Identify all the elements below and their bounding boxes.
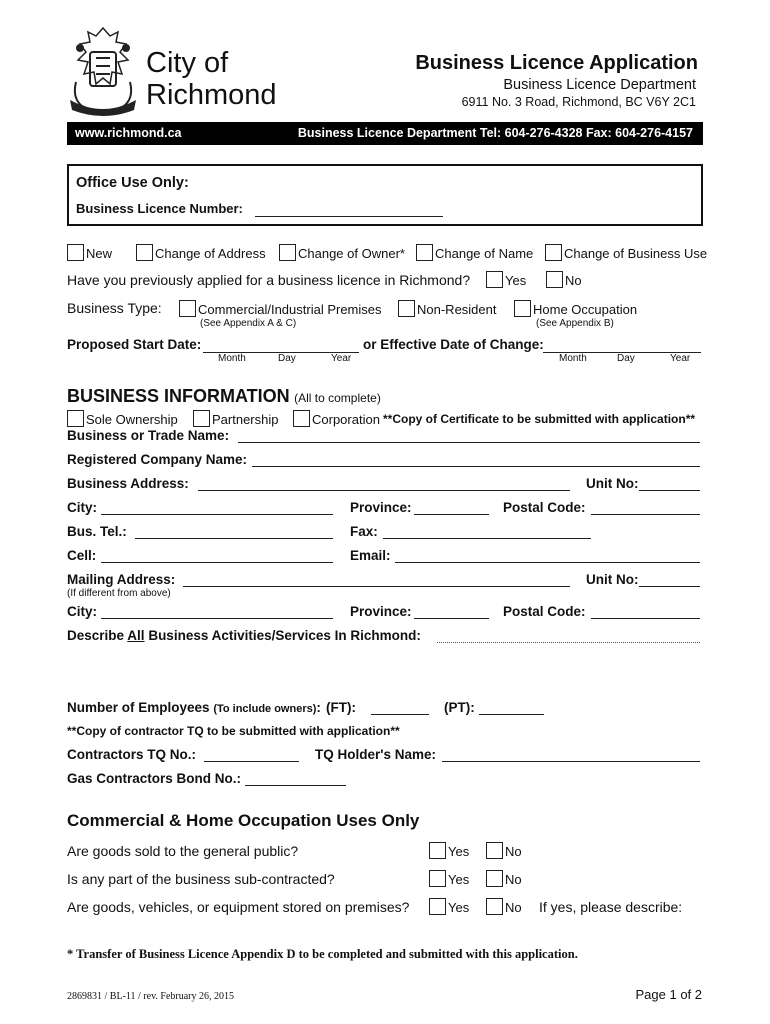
tq-holder-label: TQ Holder's Name:	[315, 747, 436, 762]
option-label: Partnership	[212, 412, 279, 427]
gas-bond-field[interactable]	[245, 785, 346, 786]
email-label: Email:	[350, 548, 391, 563]
checkbox[interactable]	[136, 244, 153, 261]
option-label: Change of Owner*	[298, 246, 405, 261]
sub-contracted-no[interactable]	[486, 870, 522, 887]
licence-number-field[interactable]	[255, 216, 443, 217]
employees-colon: :	[316, 700, 321, 715]
question-goods-sold: Are goods sold to the general public?	[67, 843, 299, 859]
province-field[interactable]	[414, 514, 489, 515]
describe-prefix: Describe	[67, 628, 128, 643]
checkbox[interactable]	[486, 842, 503, 859]
option-label: No	[565, 273, 582, 288]
ownership-partnership[interactable]	[193, 410, 278, 427]
transfer-note: * Transfer of Business Licence Appendix D to be completed and submitted with this application.	[67, 947, 578, 961]
fax-field[interactable]	[383, 538, 591, 539]
option-change-address[interactable]	[136, 244, 266, 261]
employees-text: Number of Employees	[67, 700, 210, 715]
option-new[interactable]	[67, 244, 112, 261]
email-field[interactable]	[395, 562, 700, 563]
option-label: Change of Business Use	[564, 246, 708, 261]
option-label: Yes	[448, 844, 470, 859]
option-change-business-use[interactable]	[545, 244, 707, 261]
postal-code-field[interactable]	[591, 514, 700, 515]
gas-bond-label: Gas Contractors Bond No.:	[67, 771, 242, 786]
effective-date-label: or Effective Date of Change:	[363, 337, 544, 352]
option-label: Home Occupation	[533, 302, 638, 317]
form-code: 2869831 / BL-11 / rev. February 26, 2015	[67, 991, 235, 1002]
city-label: City:	[67, 500, 97, 515]
question-sub-contracted: Is any part of the business sub-contracted?	[67, 871, 335, 887]
mailing-address-label: Mailing Address:	[67, 572, 176, 587]
option-label: Yes	[448, 872, 470, 887]
checkbox[interactable]	[429, 898, 446, 915]
tq-no-field[interactable]	[204, 761, 299, 762]
heading-text: BUSINESS INFORMATION	[67, 386, 290, 406]
tq-note: **Copy of contractor TQ to be submitted with application**	[67, 724, 400, 738]
licence-number-label: Business Licence Number:	[76, 201, 243, 216]
business-address-label: Business Address:	[67, 476, 189, 491]
stored-describe-label: If yes, please describe:	[539, 899, 683, 915]
tq-no-label: Contractors TQ No.:	[67, 747, 197, 762]
goods-sold-yes[interactable]	[429, 842, 469, 859]
mailing-province-label: Province:	[350, 604, 412, 619]
checkbox[interactable]	[67, 244, 84, 261]
option-label: Non-Resident	[417, 302, 497, 317]
city-field[interactable]	[101, 514, 333, 515]
commercial-note: (See Appendix A & C)	[200, 318, 297, 329]
office-use-title: Office Use Only:	[76, 175, 189, 191]
commercial-heading: Commercial & Home Occupation Uses Only	[67, 811, 420, 830]
stored-no[interactable]	[486, 898, 522, 915]
bus-tel-label: Bus. Tel.:	[67, 524, 127, 539]
home-note: (See Appendix B)	[536, 318, 614, 329]
contact-info: Business Licence Department Tel: 604-276-4328 Fax: 604-276-4157	[297, 126, 693, 140]
stored-yes[interactable]	[429, 898, 469, 915]
org-name-line1: City of	[146, 47, 229, 79]
describe-activities-label	[67, 628, 421, 643]
pt-label: (PT):	[444, 700, 475, 715]
unit-no-field[interactable]	[639, 490, 700, 491]
checkbox[interactable]	[179, 300, 196, 317]
mailing-postal-label: Postal Code:	[503, 604, 586, 619]
ownership-sole[interactable]	[67, 410, 178, 427]
checkbox[interactable]	[416, 244, 433, 261]
employees-note: (To include owners)	[213, 703, 317, 715]
checkbox[interactable]	[546, 271, 563, 288]
checkbox[interactable]	[67, 410, 84, 427]
checkbox[interactable]	[486, 870, 503, 887]
checkbox[interactable]	[398, 300, 415, 317]
mailing-province-field[interactable]	[414, 618, 489, 619]
checkbox[interactable]	[486, 898, 503, 915]
effective-year-caption: Year	[670, 353, 691, 364]
option-label: Sole Ownership	[86, 412, 178, 427]
registered-name-field[interactable]	[252, 466, 700, 467]
mailing-postal-field[interactable]	[591, 618, 700, 619]
checkbox[interactable]	[486, 271, 503, 288]
option-label: No	[505, 900, 522, 915]
province-label: Province:	[350, 500, 412, 515]
certificate-note: **Copy of Certificate to be submitted with application**	[383, 412, 696, 426]
ft-field[interactable]	[371, 714, 429, 715]
option-label: Commercial/Industrial Premises	[198, 302, 382, 317]
mailing-unit-no-label: Unit No:	[586, 572, 639, 587]
registered-name-label: Registered Company Name:	[67, 452, 248, 467]
mailing-note: (If different from above)	[67, 588, 171, 599]
option-label: New	[86, 246, 113, 261]
effective-month-caption: Month	[559, 353, 587, 364]
start-year-caption: Year	[331, 353, 352, 364]
employees-label	[67, 700, 321, 715]
option-change-name[interactable]	[416, 244, 533, 261]
city-crest-logo	[66, 22, 140, 116]
describe-activities-field[interactable]	[437, 642, 700, 643]
previous-no[interactable]	[546, 271, 582, 288]
cell-label: Cell:	[67, 548, 97, 563]
mailing-city-label: City:	[67, 604, 97, 619]
question-stored-on-premises: Are goods, vehicles, or equipment stored on premises?	[67, 899, 410, 915]
sub-contracted-yes[interactable]	[429, 870, 469, 887]
pt-field[interactable]	[479, 714, 544, 715]
bus-tel-field[interactable]	[135, 538, 333, 539]
describe-all: All	[127, 628, 145, 643]
checkbox[interactable]	[545, 244, 562, 261]
org-name-line2: Richmond	[146, 79, 277, 111]
option-label: Yes	[505, 273, 527, 288]
mailing-city-field[interactable]	[101, 618, 333, 619]
ownership-corporation[interactable]	[293, 410, 380, 427]
option-label: Yes	[448, 900, 470, 915]
start-date-label: Proposed Start Date:	[67, 337, 202, 352]
option-label: Corporation	[312, 412, 380, 427]
option-label: Change of Name	[435, 246, 534, 261]
type-non-resident[interactable]	[398, 300, 497, 317]
cell-field[interactable]	[101, 562, 333, 563]
form-title: Business Licence Application	[415, 52, 698, 74]
option-change-owner[interactable]	[279, 244, 405, 261]
trade-name-label: Business or Trade Name:	[67, 428, 230, 443]
mailing-address-field[interactable]	[183, 586, 570, 587]
previous-yes[interactable]	[486, 271, 526, 288]
checkbox[interactable]	[429, 842, 446, 859]
trade-name-field[interactable]	[238, 442, 700, 443]
office-use-box	[67, 164, 703, 226]
start-month-caption: Month	[218, 353, 246, 364]
goods-sold-no[interactable]	[486, 842, 522, 859]
type-commercial[interactable]	[179, 300, 382, 317]
option-label: No	[505, 844, 522, 859]
previous-question: Have you previously applied for a business licence in Richmond?	[67, 272, 471, 288]
department-address: 6911 No. 3 Road, Richmond, BC V6Y 2C1	[461, 95, 696, 109]
start-day-caption: Day	[278, 353, 296, 364]
option-label: Change of Address	[155, 246, 266, 261]
postal-code-label: Postal Code:	[503, 500, 586, 515]
contact-banner	[67, 122, 703, 145]
ft-label: (FT):	[326, 700, 356, 715]
checkbox[interactable]	[293, 410, 310, 427]
type-home-occupation[interactable]	[514, 300, 637, 317]
checkbox[interactable]	[279, 244, 296, 261]
option-label: No	[505, 872, 522, 887]
checkbox[interactable]	[514, 300, 531, 317]
business-address-field[interactable]	[198, 490, 570, 491]
website-link[interactable]: www.richmond.ca	[75, 126, 182, 140]
checkbox[interactable]	[429, 870, 446, 887]
effective-day-caption: Day	[617, 353, 635, 364]
mailing-unit-no-field[interactable]	[639, 586, 700, 587]
business-info-heading	[67, 386, 381, 407]
describe-suffix: Business Activities/Services In Richmond:	[144, 628, 421, 643]
department-name: Business Licence Department	[503, 77, 696, 93]
checkbox[interactable]	[193, 410, 210, 427]
fax-label: Fax:	[350, 524, 378, 539]
business-type-label: Business Type:	[67, 300, 162, 316]
tq-holder-field[interactable]	[442, 761, 700, 762]
unit-no-label: Unit No:	[586, 476, 639, 491]
heading-note: (All to complete)	[294, 391, 381, 405]
page-number: Page 1 of 2	[635, 987, 702, 1002]
